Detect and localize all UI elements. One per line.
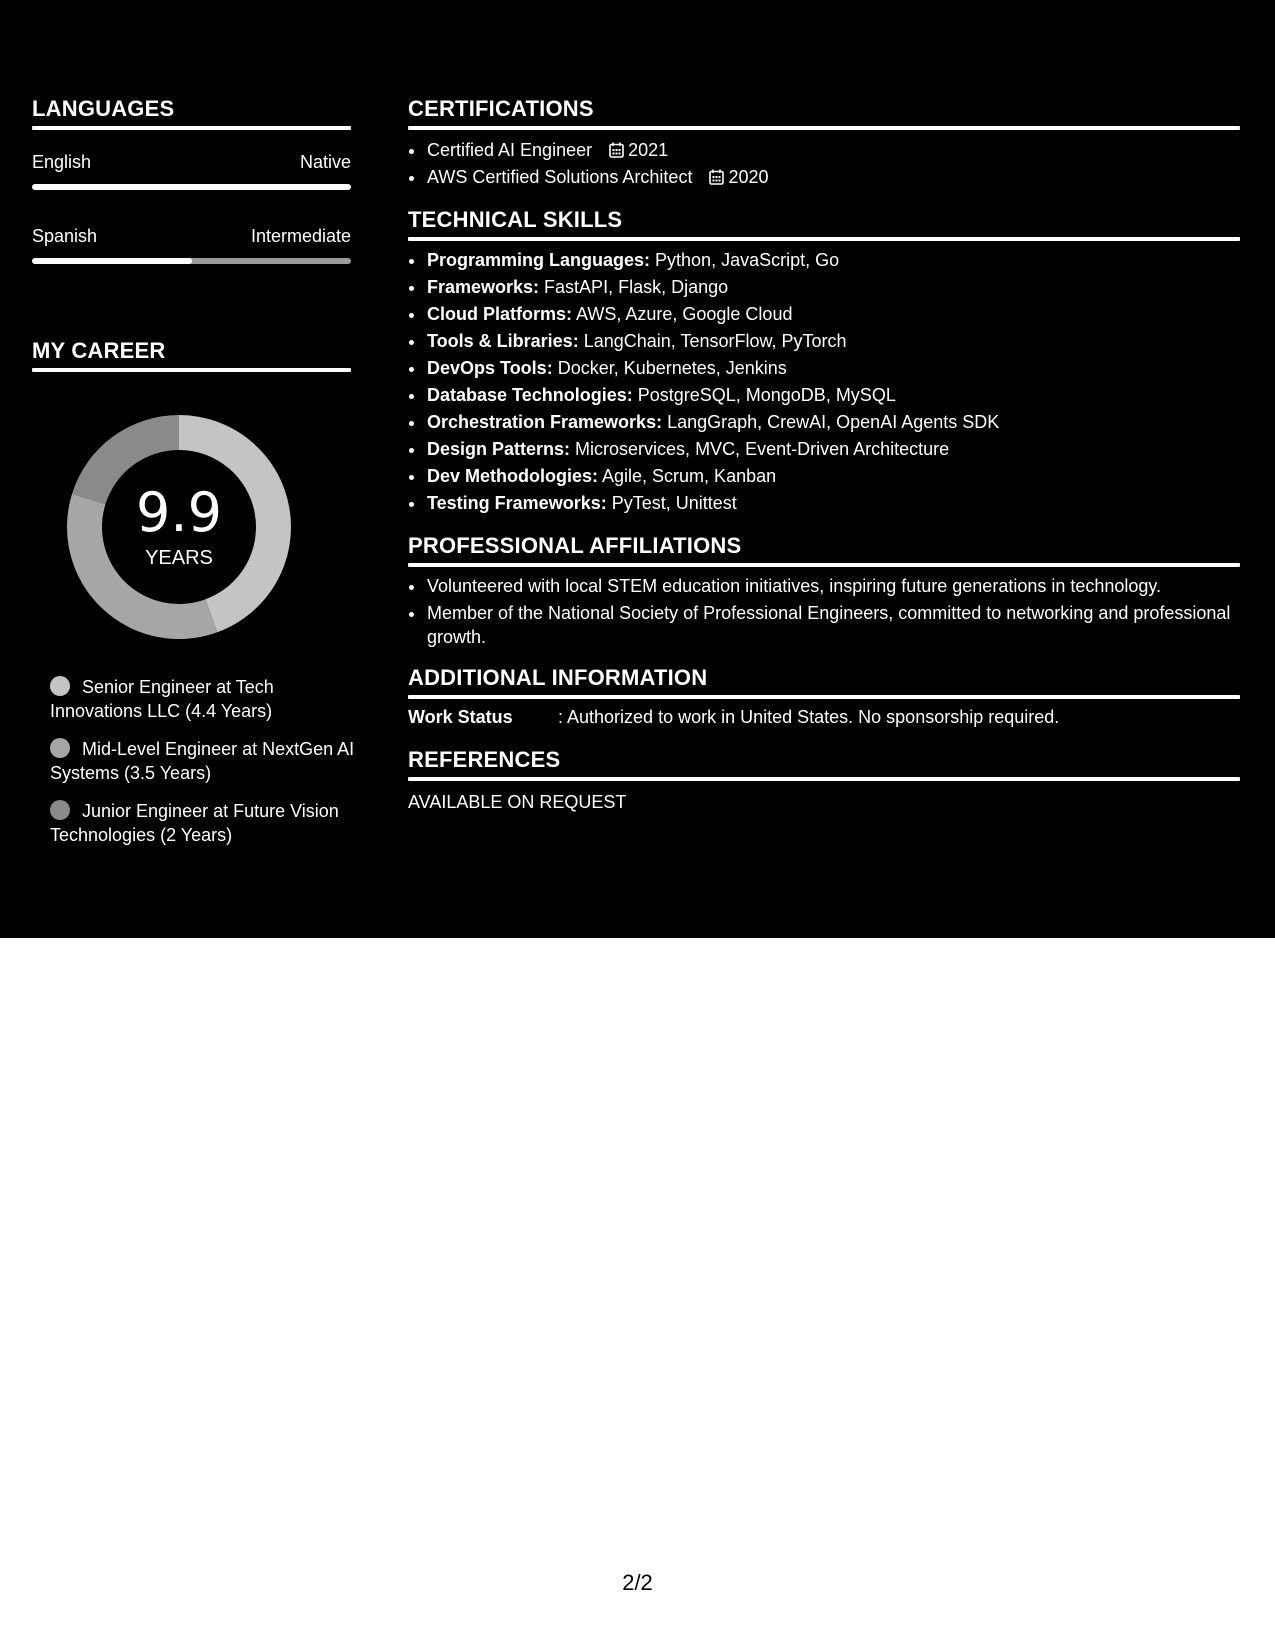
certification-name: Certified AI Engineer bbox=[427, 140, 593, 160]
skill-item bbox=[426, 274, 1240, 301]
certifications-list bbox=[408, 137, 1240, 191]
skill-label: DevOps Tools: bbox=[427, 358, 553, 378]
certifications-rule bbox=[408, 126, 1240, 130]
language-proficiency-bar bbox=[32, 184, 351, 190]
skill-item bbox=[426, 382, 1240, 409]
language-level: Native bbox=[299, 152, 351, 172]
language-name: English bbox=[32, 152, 92, 172]
language-proficiency-fill bbox=[32, 184, 351, 190]
page-number: 2/2 bbox=[622, 1570, 653, 1595]
skill-label: Frameworks: bbox=[427, 277, 540, 297]
skill-item bbox=[426, 301, 1240, 328]
affiliations-list bbox=[408, 574, 1240, 649]
skill-value: PostgreSQL, MongoDB, MySQL bbox=[632, 385, 896, 405]
additional-info-title: ADDITIONAL INFORMATION bbox=[408, 665, 708, 690]
certifications-title: CERTIFICATIONS bbox=[408, 96, 594, 121]
career-legend-label: Junior Engineer at Future Vision Technologies (2 Years) bbox=[50, 801, 339, 845]
language-name: Spanish bbox=[32, 226, 98, 246]
career-legend-item bbox=[50, 737, 360, 785]
certification-year: 2020 bbox=[728, 167, 769, 187]
language-item bbox=[32, 224, 351, 264]
left-column bbox=[32, 94, 351, 372]
skill-item bbox=[426, 463, 1240, 490]
skill-value: Docker, Kubernetes, Jenkins bbox=[552, 358, 787, 378]
work-status-label: Work Status bbox=[408, 707, 513, 727]
skills-list bbox=[408, 247, 1240, 517]
skill-label: Programming Languages: bbox=[427, 250, 651, 270]
skill-value: Agile, Scrum, Kanban bbox=[598, 466, 777, 486]
language-proficiency-bar bbox=[32, 258, 351, 264]
languages-rule bbox=[32, 126, 351, 130]
career-rule bbox=[32, 368, 351, 372]
skill-item bbox=[426, 490, 1240, 517]
career-legend bbox=[50, 675, 360, 861]
skill-item bbox=[426, 355, 1240, 382]
references-text: AVAILABLE ON REQUEST bbox=[408, 792, 627, 812]
legend-dot-icon bbox=[50, 738, 70, 758]
skill-label: Tools & Libraries: bbox=[427, 331, 579, 351]
right-column bbox=[408, 94, 1240, 814]
certification-item bbox=[426, 137, 1240, 164]
skill-value: FastAPI, Flask, Django bbox=[539, 277, 729, 297]
certification-year: 2021 bbox=[628, 140, 669, 160]
career-legend-label: Senior Engineer at Tech Innovations LLC (4.4 Years) bbox=[50, 677, 274, 721]
work-status-value: : Authorized to work in United States. No sponsorship required. bbox=[558, 707, 1060, 727]
additional-info-rule bbox=[408, 695, 1240, 699]
skill-item bbox=[426, 247, 1240, 274]
skill-value: PyTest, Unittest bbox=[606, 493, 737, 513]
skill-label: Dev Methodologies: bbox=[427, 466, 599, 486]
skill-label: Orchestration Frameworks: bbox=[427, 412, 663, 432]
languages-title: LANGUAGES bbox=[32, 96, 175, 121]
career-total-unit: YEARS bbox=[145, 547, 213, 569]
legend-dot-icon bbox=[50, 676, 70, 696]
skill-item bbox=[426, 328, 1240, 355]
career-legend-item bbox=[50, 675, 360, 723]
work-status-row bbox=[408, 705, 1240, 729]
skill-item bbox=[426, 409, 1240, 436]
skill-label: Database Technologies: bbox=[427, 385, 633, 405]
skill-value: Microservices, MVC, Event-Driven Architecture bbox=[570, 439, 950, 459]
skills-title: TECHNICAL SKILLS bbox=[408, 207, 623, 232]
certification-item bbox=[426, 164, 1240, 191]
certification-name: AWS Certified Solutions Architect bbox=[427, 167, 693, 187]
affiliation-item: • Volunteered with local STEM education initiatives, inspiring future generations in technology. bbox=[426, 574, 1240, 598]
affiliations-title: PROFESSIONAL AFFILIATIONS bbox=[408, 533, 742, 558]
skill-value: LangChain, TensorFlow, PyTorch bbox=[578, 331, 847, 351]
skills-rule bbox=[408, 237, 1240, 241]
career-legend-label: Mid-Level Engineer at NextGen AI Systems (3.5 Years) bbox=[50, 739, 355, 783]
language-level: Intermediate bbox=[250, 226, 351, 246]
skill-value: AWS, Azure, Google Cloud bbox=[572, 304, 793, 324]
skill-value: LangGraph, CrewAI, OpenAI Agents SDK bbox=[662, 412, 1000, 432]
calendar-icon bbox=[609, 142, 624, 158]
calendar-icon bbox=[709, 169, 724, 185]
career-donut-chart bbox=[67, 415, 291, 639]
legend-dot-icon bbox=[50, 800, 70, 820]
references-rule bbox=[408, 777, 1240, 781]
career-legend-item bbox=[50, 799, 360, 847]
skill-item bbox=[426, 436, 1240, 463]
career-total-years: 9.9 bbox=[136, 481, 222, 544]
language-proficiency-fill bbox=[32, 258, 192, 264]
skill-value: Python, JavaScript, Go bbox=[650, 250, 840, 270]
language-item bbox=[32, 150, 351, 190]
skill-label: Design Patterns: bbox=[427, 439, 571, 459]
references-title: REFERENCES bbox=[408, 747, 561, 772]
affiliation-item: • Member of the National Society of Professional Engineers, committed to networking and professional growth. bbox=[426, 601, 1240, 649]
career-title: MY CAREER bbox=[32, 338, 166, 363]
skill-label: Cloud Platforms: bbox=[427, 304, 573, 324]
skill-label: Testing Frameworks: bbox=[427, 493, 607, 513]
affiliations-rule bbox=[408, 563, 1240, 567]
